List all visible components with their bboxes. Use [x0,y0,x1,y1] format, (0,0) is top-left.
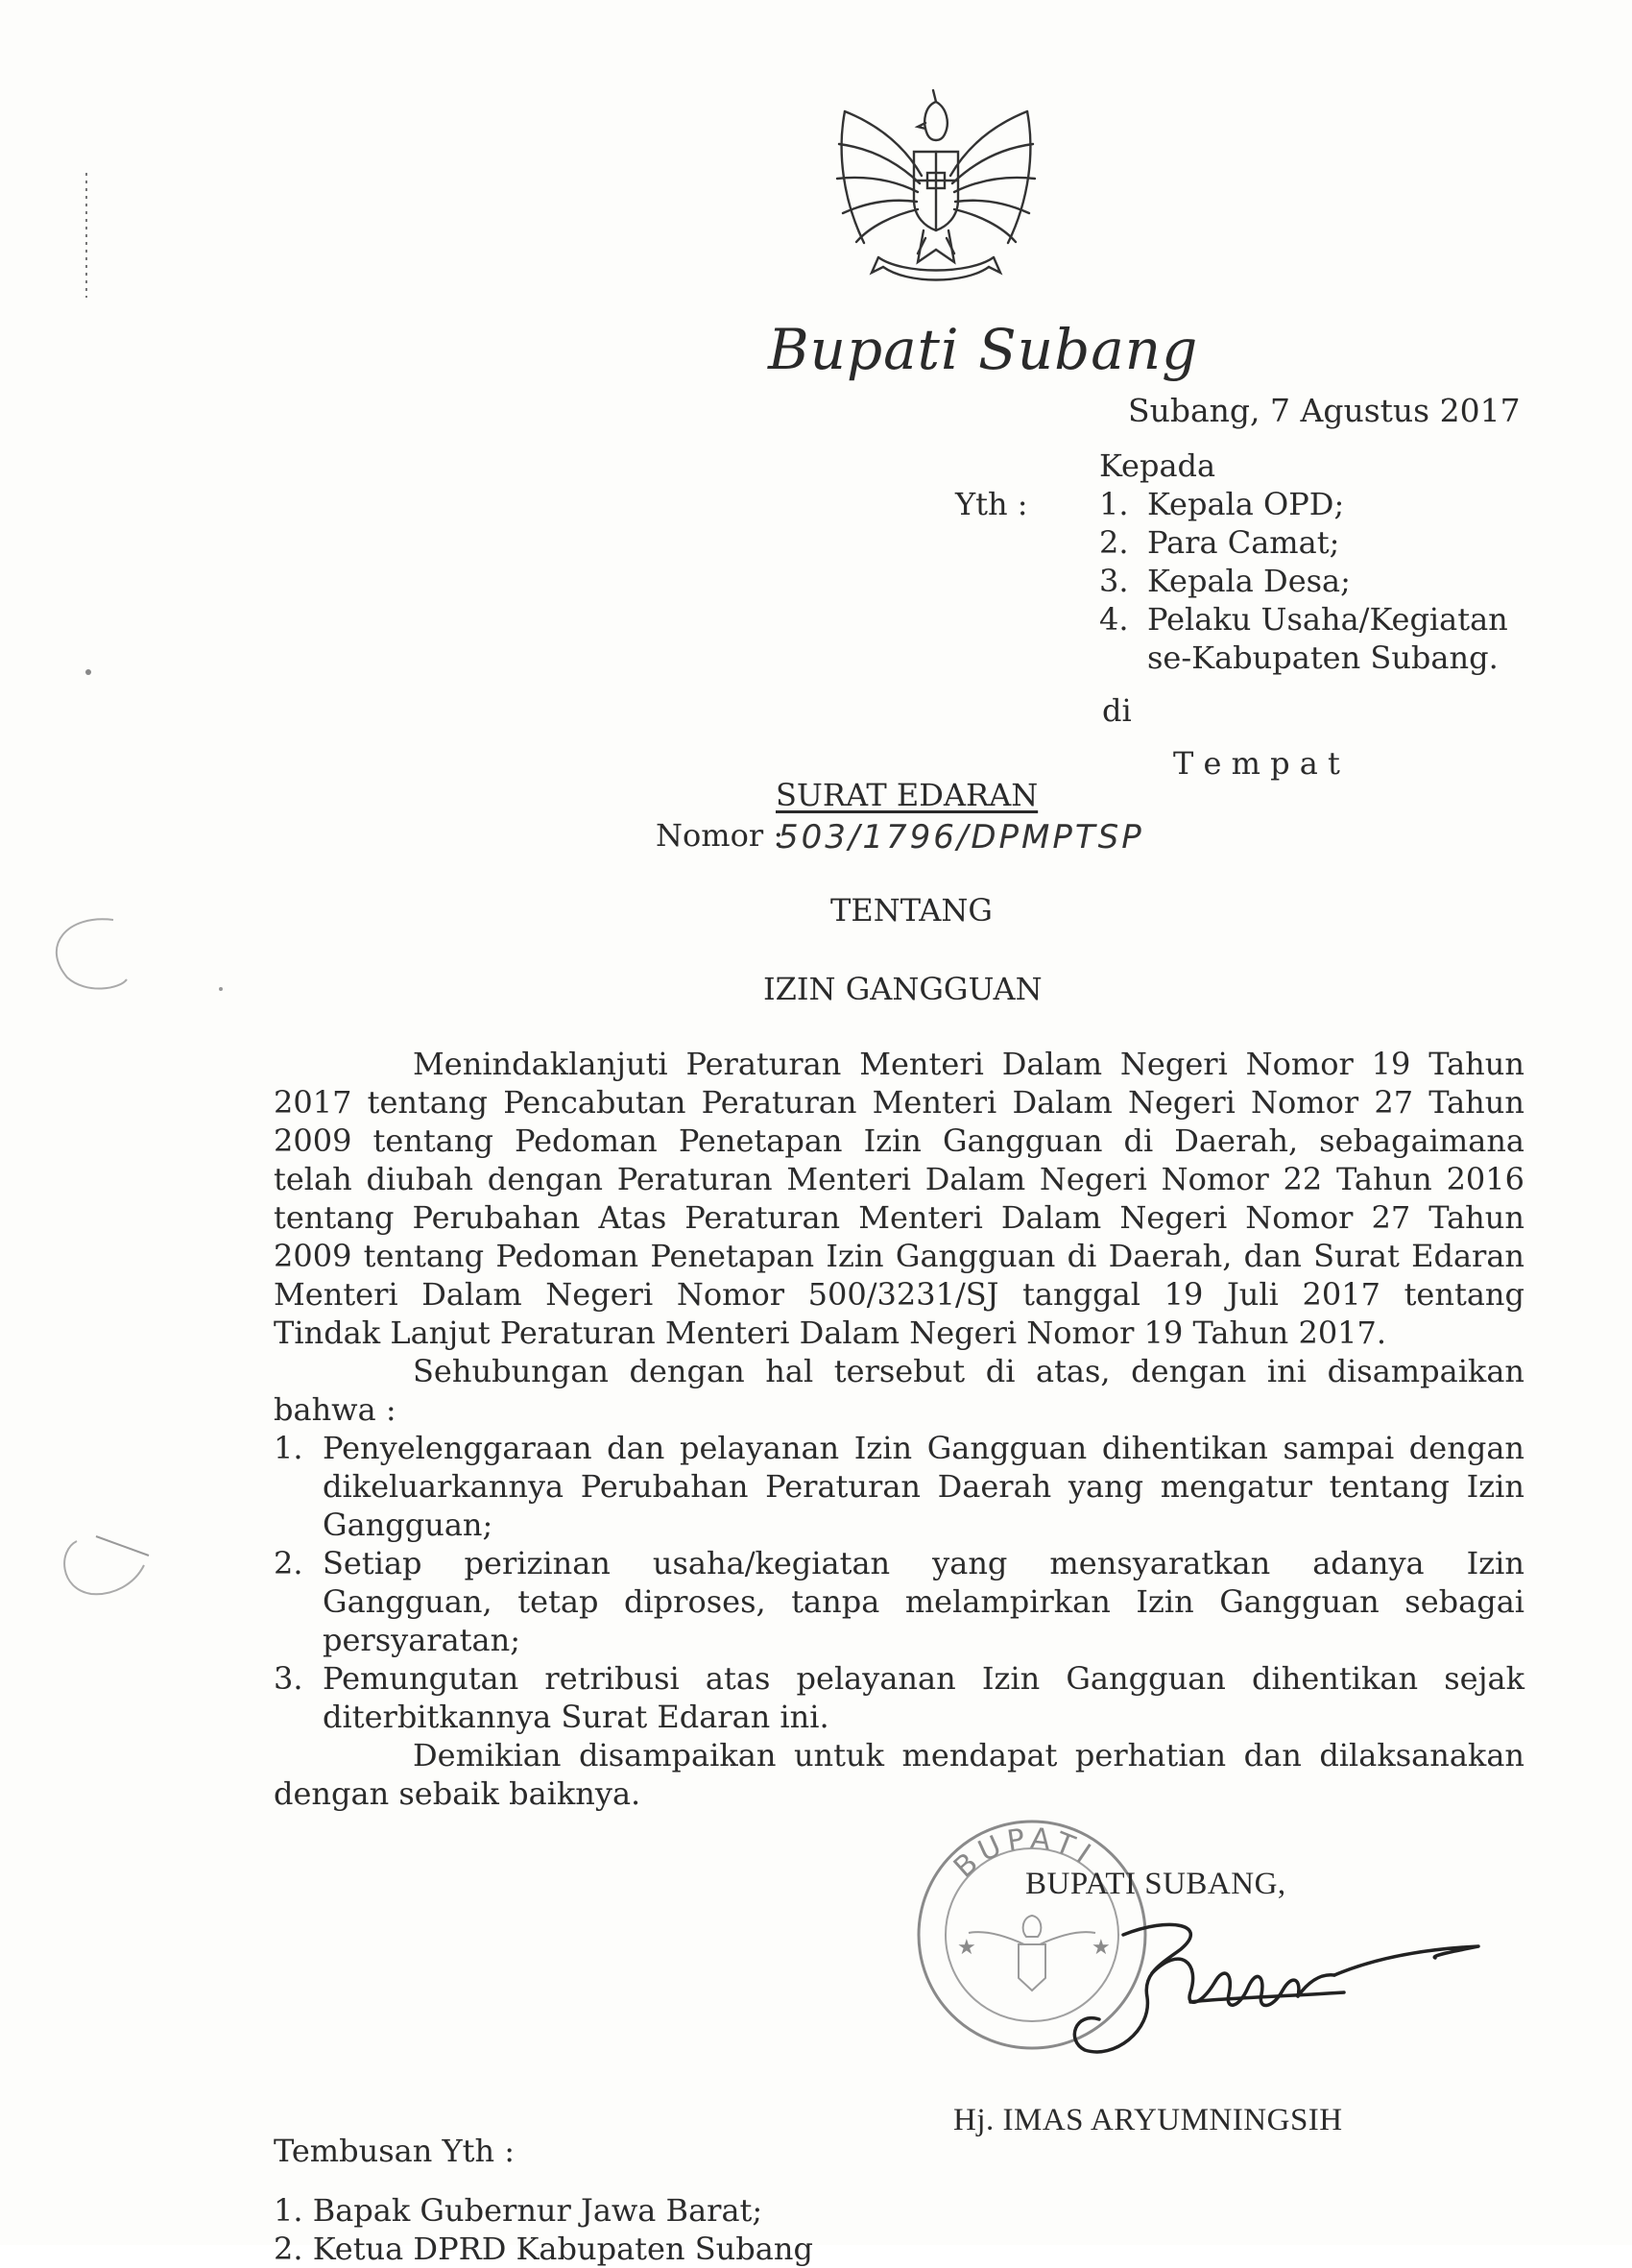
to-label: Kepada [1099,447,1216,484]
scan-margin-marks [0,0,154,2245]
item-number: 2. [274,1545,303,1581]
item-line: Setiap perizinan usaha/kegiatan yang mensyaratkan adanya Izin [323,1545,1524,1581]
list-item: 3. Kepala Desa; [1099,563,1351,599]
list-item: 2. Para Camat; [1099,524,1340,561]
list-item: 1. Kepala OPD; [1099,486,1345,522]
body-paragraph-line: Menindaklanjuti Peraturan Menteri Dalam Negeri Nomor 19 Tahun [413,1046,1524,1082]
doc-type-title: SURAT EDARAN [776,777,1039,813]
item-line: diterbitkannya Surat Edaran ini. [323,1699,829,1735]
yth-label: Yth : [955,486,1028,522]
stamp-text: BUPATI [947,1822,1101,1885]
cc-label: Tembusan Yth : [274,2133,516,2169]
tempat-label: T e m p a t [1173,745,1340,782]
body-paragraph-line: 2009 tentang Pedoman Penetapan Izin Gangguan di Daerah, sebagaimana [274,1122,1524,1159]
signature-title: BUPATI SUBANG, [1025,1867,1286,1901]
body-paragraph-line: Menteri Dalam Negeri Nomor 500/3231/SJ tanggal 19 Juli 2017 tentang [274,1276,1524,1313]
item-line: Gangguan; [323,1507,493,1543]
item-number: 1. [274,1430,303,1466]
svg-text:★: ★ [1092,1936,1111,1960]
body-paragraph-line: bahwa : [274,1391,396,1428]
place-date: Subang, 7 Agustus 2017 [1128,392,1521,429]
body-paragraph-line: tentang Perubahan Atas Peraturan Menteri Dalam Negeri Nomor 27 Tahun [274,1199,1524,1236]
nomor-label: Nomor : [656,817,784,854]
letterhead-title: Bupati Subang [768,317,1199,382]
body-paragraph-line: 2017 tentang Pencabutan Peraturan Menteri Dalam Negeri Nomor 27 Tahun [274,1084,1524,1121]
item-line: Gangguan, tetap diproses, tanpa melampirkan Izin Gangguan sebagai [323,1583,1524,1620]
svg-text:★: ★ [957,1936,976,1960]
garuda-pancasila-emblem [826,84,1046,296]
list-item-continuation: se-Kabupaten Subang. [1147,639,1499,676]
di-label: di [1102,692,1132,729]
closing-line: dengan sebaik baiknya. [274,1775,641,1812]
tentang-label: TENTANG [830,892,993,929]
body-paragraph-line: telah diubah dengan Peraturan Menteri Dalam Negeri Nomor 22 Tahun 2016 [274,1161,1524,1197]
item-line: Penyelenggaraan dan pelayanan Izin Gangguan dihentikan sampai dengan [323,1430,1524,1466]
body-paragraph-line: Tindak Lanjut Peraturan Menteri Dalam Negeri Nomor 19 Tahun 2017. [274,1315,1387,1351]
cc-item: 1. Bapak Gubernur Jawa Barat; [274,2192,763,2229]
signer-name: Hj. IMAS ARYUMNINGSIH [953,2103,1343,2137]
body-paragraph-line: Sehubungan dengan hal tersebut di atas, dengan ini disampaikan [413,1353,1524,1389]
item-number: 3. [274,1660,303,1697]
item-line: persyaratan; [323,1622,520,1658]
cc-item: 2. Ketua DPRD Kabupaten Subang [274,2231,813,2267]
handwritten-signature [1056,1906,1498,2079]
item-line: dikeluarkannya Perubahan Peraturan Daerah yang mengatur tentang Izin [323,1468,1524,1505]
nomor-value: 503/1796/DPMPTSP [778,818,1144,857]
body-paragraph-line: 2009 tentang Pedoman Penetapan Izin Gangguan di Daerah, dan Surat Edaran [274,1238,1524,1274]
subject-title: IZIN GANGGUAN [763,971,1043,1007]
list-item: 4. Pelaku Usaha/Kegiatan [1099,601,1508,638]
recipient-list [1099,485,1508,677]
closing-line: Demikian disampaikan untuk mendapat perhatian dan dilaksanakan [413,1737,1524,1773]
item-line: Pemungutan retribusi atas pelayanan Izin Gangguan dihentikan sejak [323,1660,1524,1697]
